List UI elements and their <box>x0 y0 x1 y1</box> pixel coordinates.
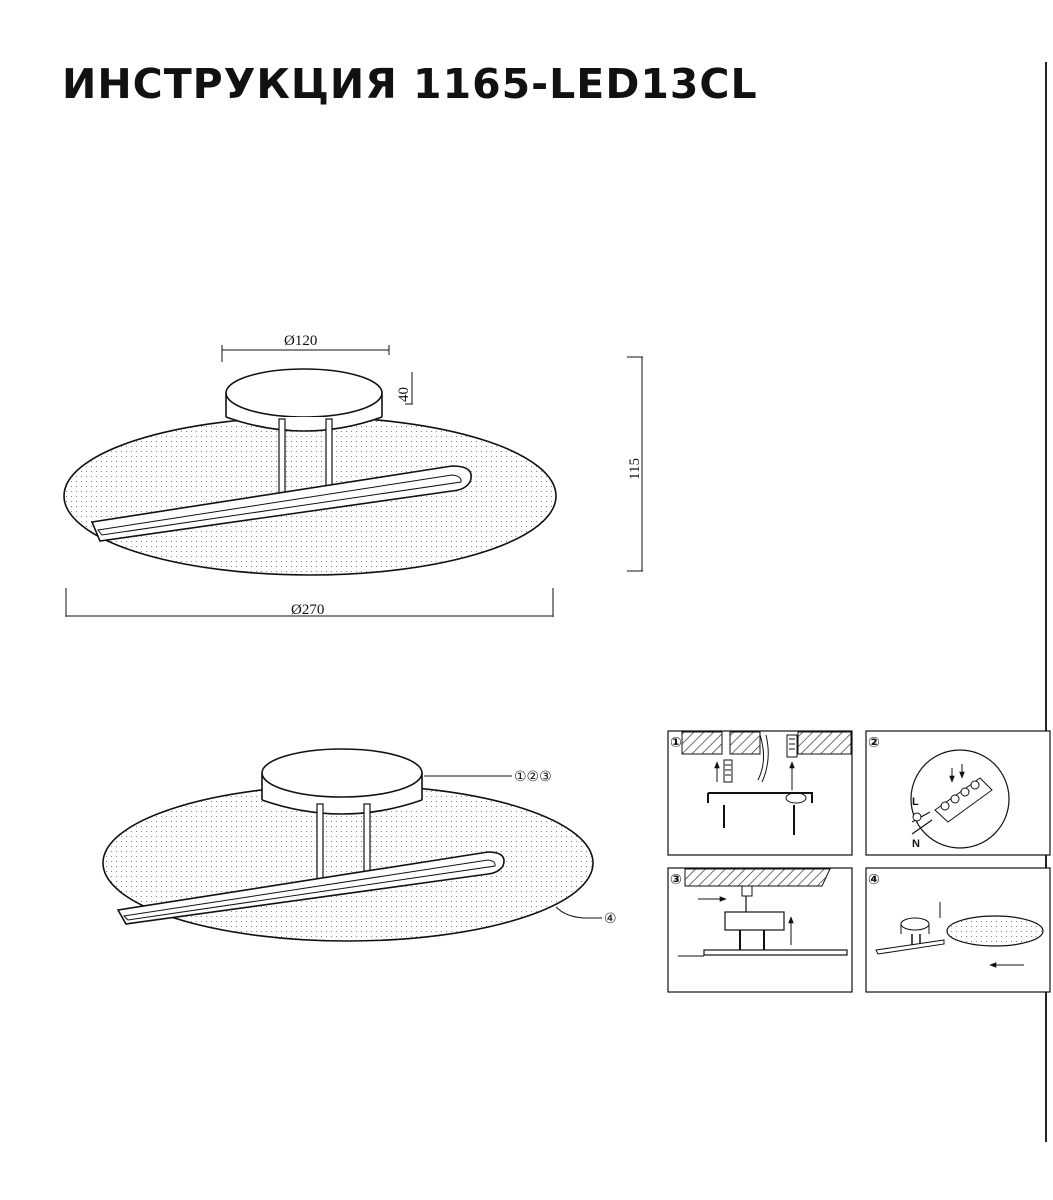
step-3-number: ③ <box>670 872 682 888</box>
live-wire-label: L <box>912 796 919 808</box>
step-1-number: ① <box>670 735 682 751</box>
disc-callout: ④ <box>604 911 617 927</box>
support-rod <box>317 804 323 886</box>
canopy-height-label: 40 <box>396 387 412 402</box>
step-3-panel <box>668 868 852 992</box>
step-4-number: ④ <box>868 872 880 888</box>
canopy-callout: ①②③ <box>514 769 552 785</box>
canopy-top <box>262 749 422 797</box>
parts-drawing <box>103 749 617 941</box>
document-title: ИНСТРУКЦИЯ 1165-LED13CL <box>62 60 758 108</box>
dimension-drawing <box>64 333 643 618</box>
total-height-label: 115 <box>627 458 643 480</box>
support-rod <box>364 804 370 880</box>
canopy-diameter-label: Ø120 <box>284 333 318 349</box>
support-rod <box>326 419 332 487</box>
step-2-panel <box>866 731 1050 855</box>
disc-shade-small <box>947 916 1043 946</box>
support-rod <box>279 419 285 493</box>
step-1-panel <box>668 731 852 855</box>
canopy-top <box>226 369 382 417</box>
step-4-panel <box>866 868 1050 992</box>
canopy-mount <box>725 912 784 930</box>
step-2-number: ② <box>868 735 880 751</box>
disc-diameter-label: Ø270 <box>291 602 325 618</box>
disc-leader <box>556 907 602 918</box>
neutral-wire-label: N <box>912 838 920 850</box>
